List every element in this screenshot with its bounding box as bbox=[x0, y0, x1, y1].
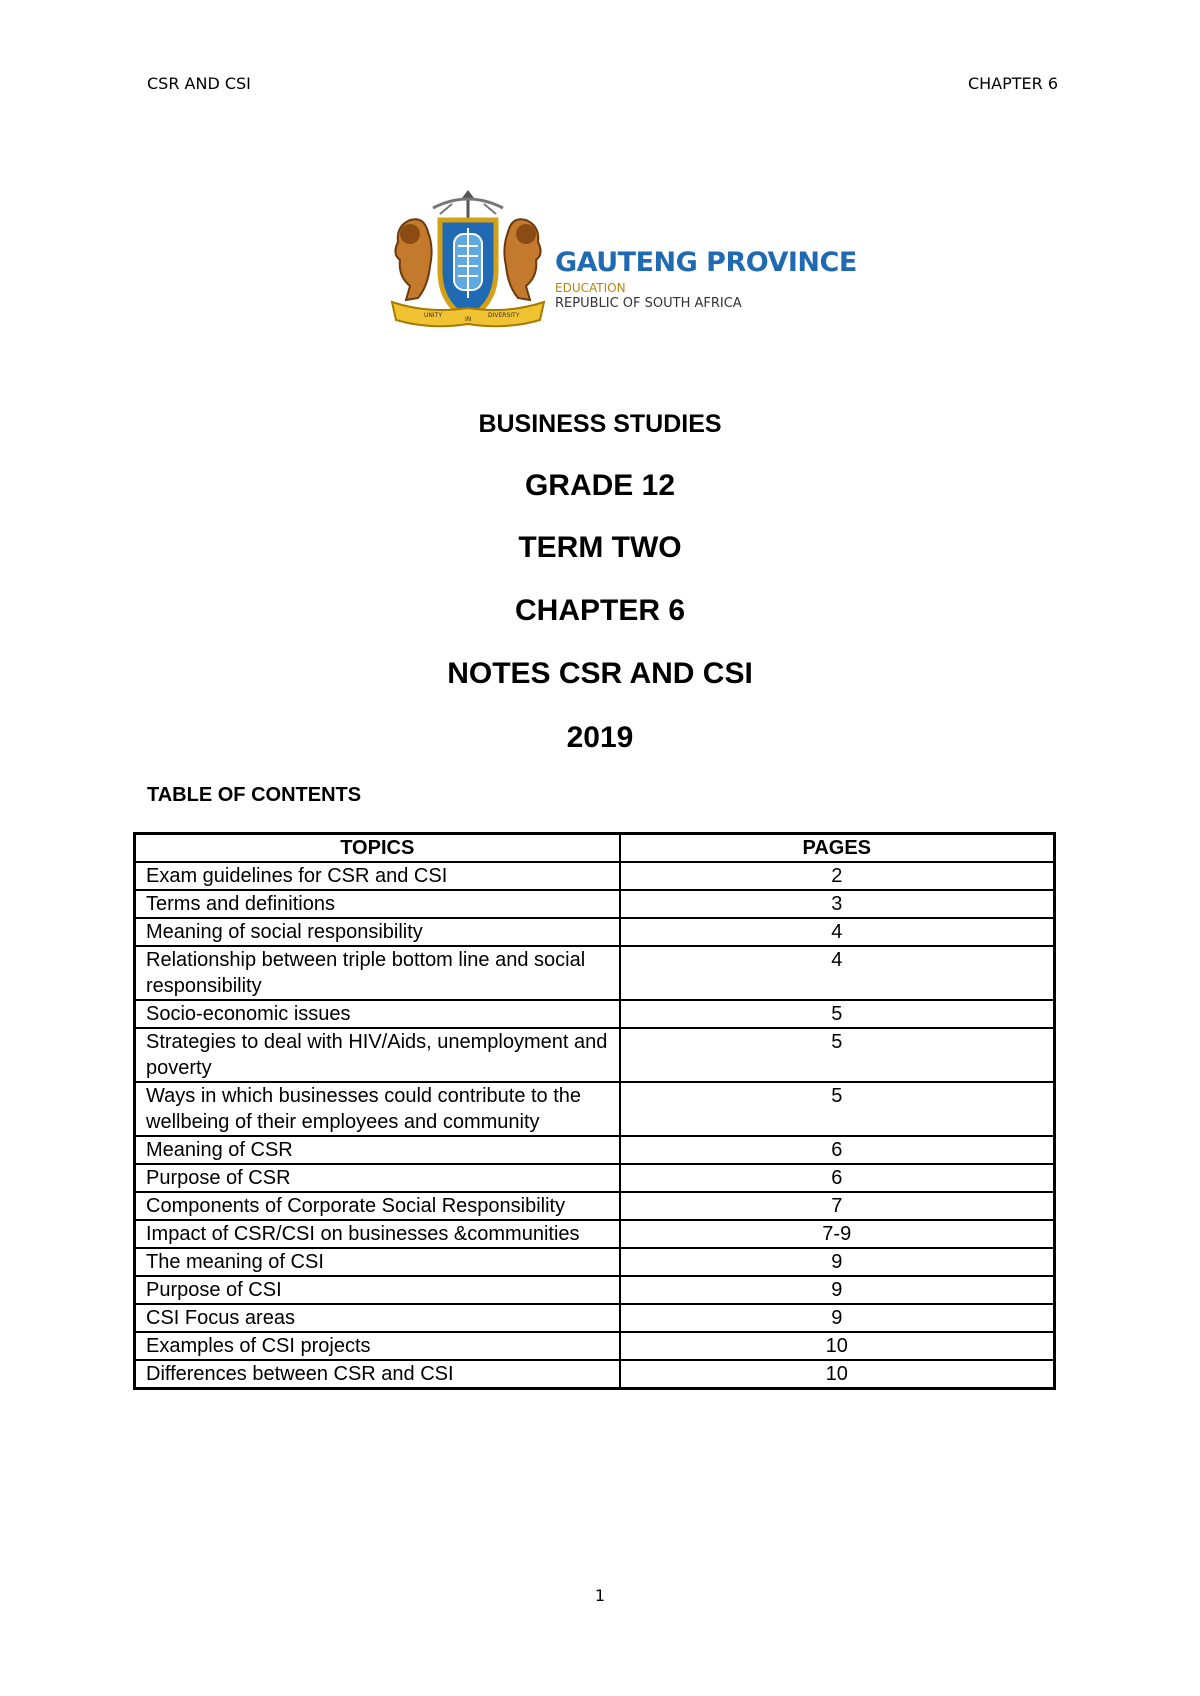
toc-topic-cell: Socio-economic issues bbox=[135, 1000, 620, 1028]
toc-page-cell: 7 bbox=[620, 1192, 1055, 1220]
table-row bbox=[135, 1360, 1055, 1389]
toc-column-topics: TOPICS bbox=[135, 834, 620, 863]
term-title: TERM TWO bbox=[518, 531, 682, 564]
toc-page-cell: 9 bbox=[620, 1276, 1055, 1304]
toc-topic-cell: The meaning of CSI bbox=[135, 1248, 620, 1276]
chapter-title: CHAPTER 6 bbox=[514, 594, 686, 627]
toc-topic-cell: Terms and definitions bbox=[135, 890, 620, 918]
toc-topic-cell: Meaning of social responsibility bbox=[135, 918, 620, 946]
toc-topic-cell: Purpose of CSI bbox=[135, 1276, 620, 1304]
toc-topic-cell: Relationship between triple bottom line and social responsibility bbox=[135, 946, 620, 1000]
toc-topic-cell: Meaning of CSR bbox=[135, 1136, 620, 1164]
table-row bbox=[135, 1028, 1055, 1082]
table-row bbox=[135, 1082, 1055, 1136]
logo-province-name: GAUTENG PROVINCE bbox=[555, 247, 857, 278]
table-row bbox=[135, 918, 1055, 946]
svg-text:DIVERSITY: DIVERSITY bbox=[488, 312, 520, 319]
table-row bbox=[135, 1332, 1055, 1360]
logo-department: EDUCATION bbox=[555, 281, 626, 295]
toc-topic-cell: Exam guidelines for CSR and CSI bbox=[135, 862, 620, 890]
toc-header-row bbox=[135, 834, 1055, 863]
toc-page-cell: 9 bbox=[620, 1248, 1055, 1276]
table-row bbox=[135, 1136, 1055, 1164]
toc-topic-cell: Impact of CSR/CSI on businesses &communities bbox=[135, 1220, 620, 1248]
notes-title: NOTES CSR AND CSI bbox=[447, 657, 753, 690]
logo-country: REPUBLIC OF SOUTH AFRICA bbox=[555, 296, 742, 311]
toc-page-cell: 7-9 bbox=[620, 1220, 1055, 1248]
toc-page-cell: 6 bbox=[620, 1136, 1055, 1164]
toc-page-cell: 10 bbox=[620, 1332, 1055, 1360]
subject-title: BUSINESS STUDIES bbox=[478, 410, 722, 438]
toc-column-pages: PAGES bbox=[620, 834, 1055, 863]
table-row bbox=[135, 946, 1055, 1000]
toc-topic-cell: Examples of CSI projects bbox=[135, 1332, 620, 1360]
grade-title: GRADE 12 bbox=[524, 469, 676, 502]
toc-topic-cell: Components of Corporate Social Responsibility bbox=[135, 1192, 620, 1220]
coat-of-arms-icon bbox=[388, 190, 548, 330]
toc-topic-cell: Ways in which businesses could contribute to the wellbeing of their employees and community bbox=[135, 1082, 620, 1136]
toc-topic-cell: Strategies to deal with HIV/Aids, unemployment and poverty bbox=[135, 1028, 620, 1082]
toc-page-cell: 4 bbox=[620, 918, 1055, 946]
table-row bbox=[135, 1276, 1055, 1304]
toc-heading: TABLE OF CONTENTS bbox=[147, 784, 362, 806]
logo-wordmark bbox=[555, 247, 857, 312]
toc-body bbox=[135, 862, 1055, 1389]
table-of-contents bbox=[133, 832, 1056, 1390]
table-row bbox=[135, 862, 1055, 890]
toc-page-cell: 6 bbox=[620, 1164, 1055, 1192]
svg-text:UNITY: UNITY bbox=[424, 312, 442, 319]
gauteng-education-logo bbox=[388, 190, 857, 330]
toc-topic-cell: CSI Focus areas bbox=[135, 1304, 620, 1332]
running-header-left: CSR AND CSI bbox=[147, 74, 251, 93]
table-row bbox=[135, 1164, 1055, 1192]
table-row bbox=[135, 1192, 1055, 1220]
toc-page-cell: 9 bbox=[620, 1304, 1055, 1332]
toc-page-cell: 3 bbox=[620, 890, 1055, 918]
toc-topic-cell: Purpose of CSR bbox=[135, 1164, 620, 1192]
table-row bbox=[135, 1248, 1055, 1276]
svg-text:IN: IN bbox=[465, 316, 472, 323]
table-row bbox=[135, 890, 1055, 918]
table-row bbox=[135, 1220, 1055, 1248]
toc-page-cell: 5 bbox=[620, 1028, 1055, 1082]
toc-page-cell: 5 bbox=[620, 1082, 1055, 1136]
toc-page-cell: 2 bbox=[620, 862, 1055, 890]
toc-topic-cell: Differences between CSR and CSI bbox=[135, 1360, 620, 1389]
toc-page-cell: 4 bbox=[620, 946, 1055, 1000]
toc-page-cell: 10 bbox=[620, 1360, 1055, 1389]
year-title: 2019 bbox=[566, 721, 634, 754]
page-number: 1 bbox=[594, 1586, 606, 1605]
running-header-right: CHAPTER 6 bbox=[967, 74, 1058, 93]
toc-page-cell: 5 bbox=[620, 1000, 1055, 1028]
table-row bbox=[135, 1000, 1055, 1028]
table-row bbox=[135, 1304, 1055, 1332]
